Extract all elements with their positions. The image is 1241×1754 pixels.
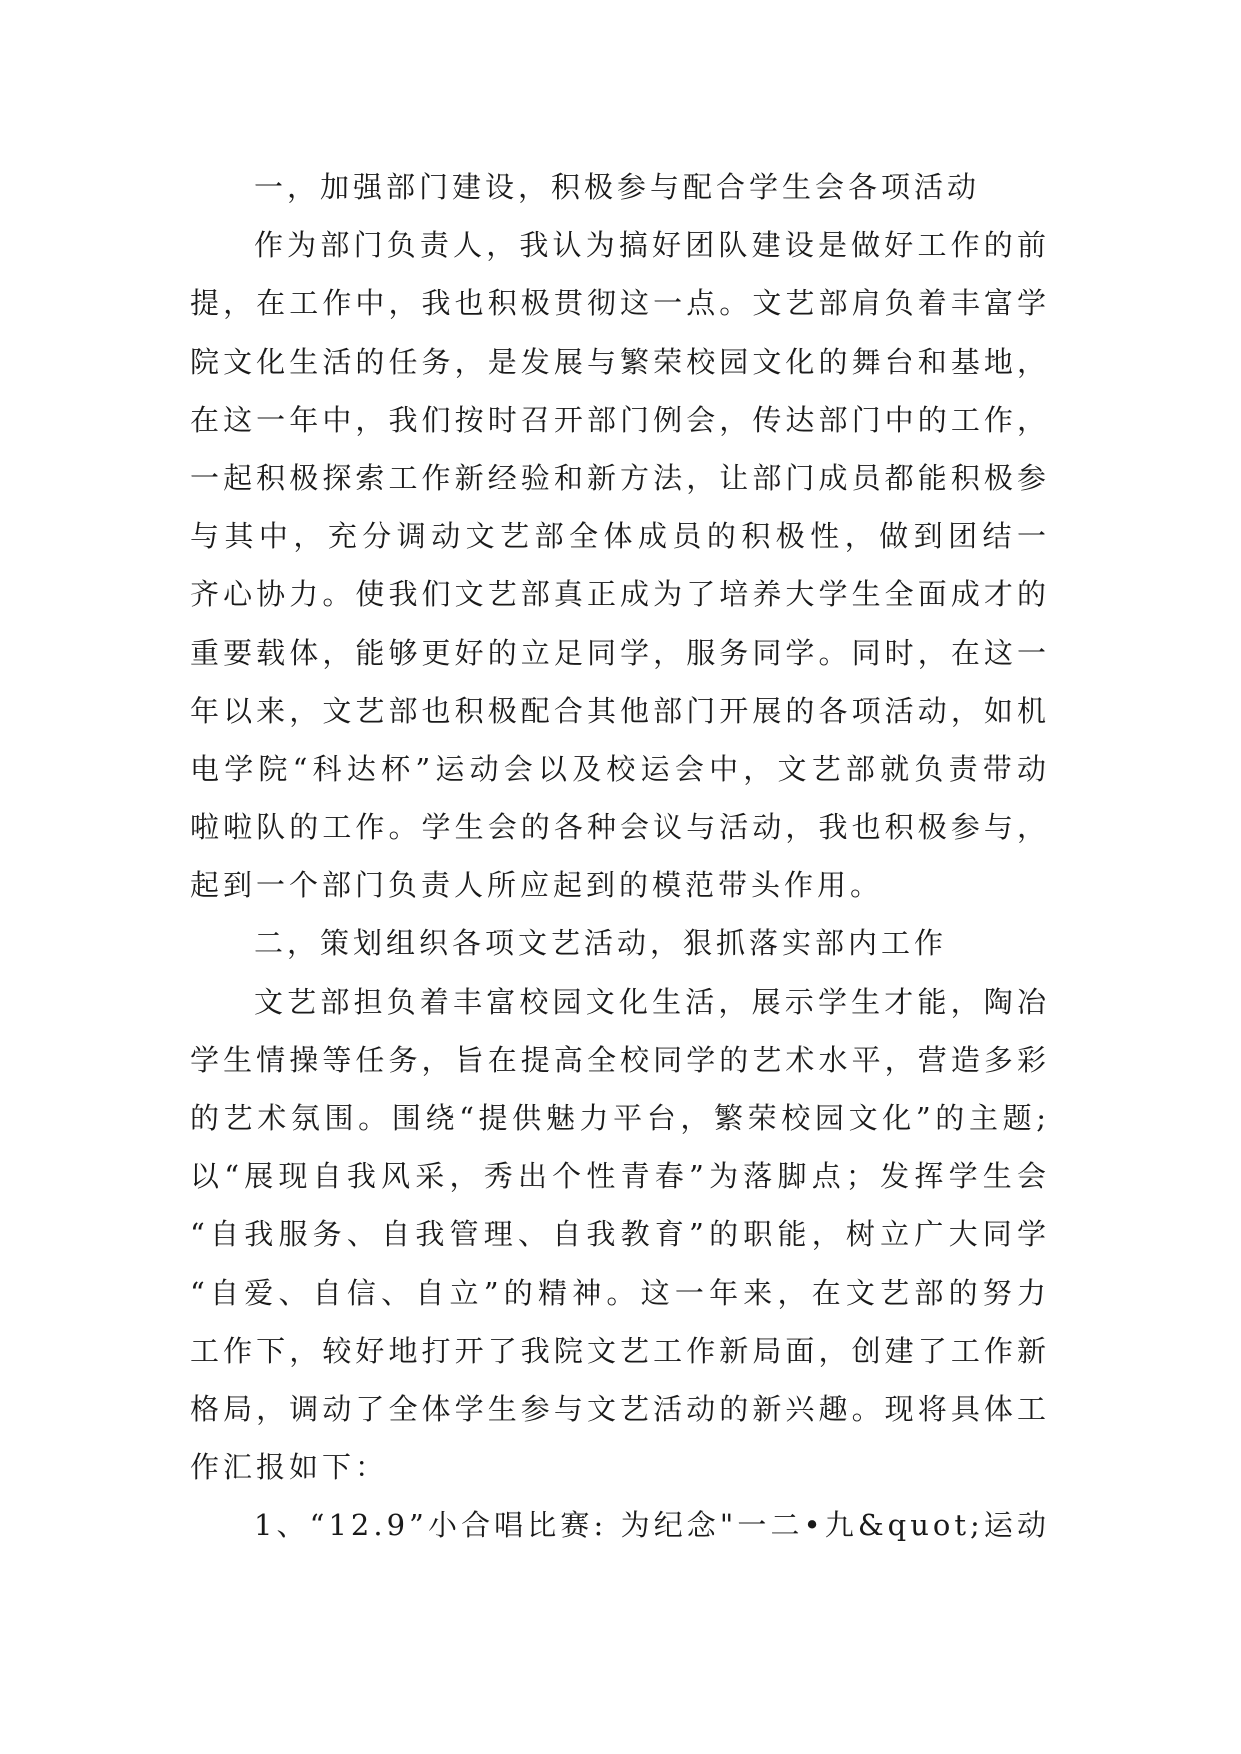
text-line: 格局，调动了全体学生参与文艺活动的新兴趣。现将具体工 (190, 1391, 1050, 1426)
text-line: 齐心协力。使我们文艺部真正成为了培养大学生全面成才的 (190, 577, 1050, 612)
text-line: 一，加强部门建设，积极参与配合学生会各项活动 (254, 170, 981, 204)
text-line: 重要载体，能够更好的立足同学，服务同学。同时，在这一 (190, 635, 1050, 670)
text-line: 文艺部担负着丰富校园文化生活，展示学生才能，陶冶 (254, 984, 1050, 1019)
text-line: 提，在工作中，我也积极贯彻这一点。文艺部肩负着丰富学 (190, 286, 1050, 321)
text-line: 作为部门负责人，我认为搞好团队建设是做好工作的前 (254, 228, 1050, 263)
text-line: 啦啦队的工作。学生会的各种会议与活动，我也积极参与， (190, 810, 1050, 845)
text-line: “自爱、自信、自立”的精神。这一年来，在文艺部的努力 (190, 1275, 1050, 1310)
text-line: 与其中，充分调动文艺部全体成员的积极性，做到团结一 (190, 519, 1050, 554)
text-line: 院文化生活的任务，是发展与繁荣校园文化的舞台和基地， (190, 344, 1050, 379)
text-line: 的艺术氛围。围绕“提供魅力平台，繁荣校园文化”的主题; (190, 1101, 1050, 1135)
text-line: 年以来，文艺部也积极配合其他部门开展的各项活动，如机 (190, 693, 1050, 728)
text-line: 作汇报如下： (190, 1450, 389, 1485)
text-line: 电学院“科达杯”运动会以及校运会中，文艺部就负责带动 (190, 751, 1050, 786)
text-line: 学生情操等任务，旨在提高全校同学的艺术水平，营造多彩 (190, 1042, 1050, 1077)
text-line: 以“展现自我风采，秀出个性青春”为落脚点；发挥学生会 (190, 1159, 1050, 1194)
text-line: 工作下，较好地打开了我院文艺工作新局面，创建了工作新 (190, 1333, 1050, 1368)
text-line: “自我服务、自我管理、自我教育”的职能，树立广大同学 (190, 1217, 1050, 1252)
text-line: 一起积极探索工作新经验和新方法，让部门成员都能积极参 (190, 460, 1050, 495)
text-line: 二，策划组织各项文艺活动，狠抓落实部内工作 (254, 926, 948, 961)
text-line: 在这一年中，我们按时召开部门例会，传达部门中的工作， (190, 402, 1050, 437)
text-line: 起到一个部门负责人所应起到的模范带头作用。 (190, 868, 884, 903)
text-line: 1、“12.9”小合唱比赛: 为纪念"一二•九&quot;运动 (254, 1508, 1050, 1543)
document-body (190, 158, 1050, 1555)
